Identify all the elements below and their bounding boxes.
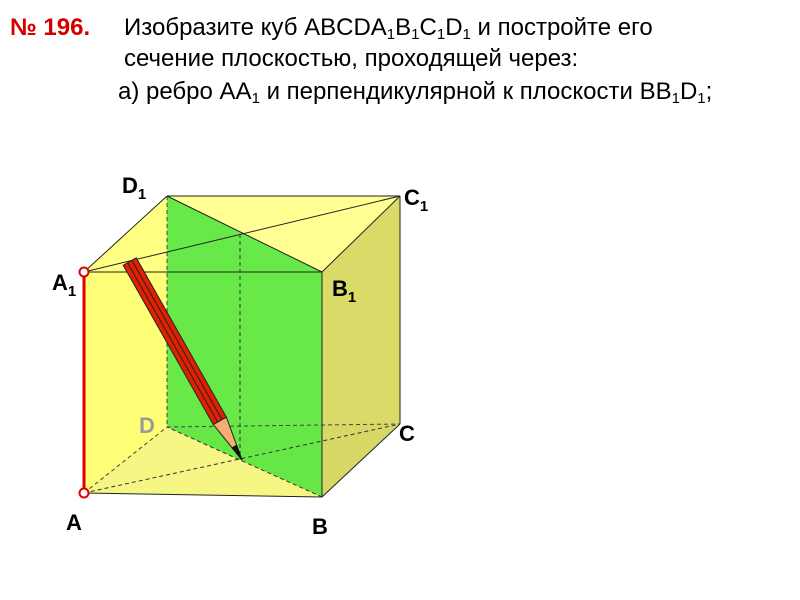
subscript: 1 [697,90,706,107]
text-run: а) ребро AA [118,78,252,105]
text-run: сечение плоскостью, проходящей через: [124,45,579,72]
vertex-label-c: C [399,421,415,446]
text-run: D [679,78,698,105]
vertex-label-b: B [312,514,328,539]
text-run: и перпендикулярной к плоскости BB [259,78,672,105]
subscript: 1 [436,26,446,43]
subscript: 1 [462,26,471,43]
vertex-label-a: A [66,510,82,535]
subscript: 1 [251,90,260,107]
vertex-label-a1: $A_1$ [52,270,77,300]
subscript: 1 [386,26,396,43]
vertex-label-b1: $B_1$ [332,276,357,306]
vertex-label-d1: $D_1$ [122,173,147,203]
text-run: и постройте его [470,14,653,41]
text-run: B [395,14,412,41]
vertex-label-c1: $C_1$ [404,185,429,215]
point-a1-marker [80,268,89,277]
vertex-label-d: D [139,413,155,438]
subscript: 1 [671,90,680,107]
problem-number: № 196. [10,14,91,41]
text-run: C [419,14,437,41]
text-run: D [445,14,463,41]
point-a-marker [80,489,89,498]
subscript: 1 [411,26,420,43]
text-run: Изобразите куб ABCDA [124,14,387,41]
text-run: ; [705,78,713,105]
